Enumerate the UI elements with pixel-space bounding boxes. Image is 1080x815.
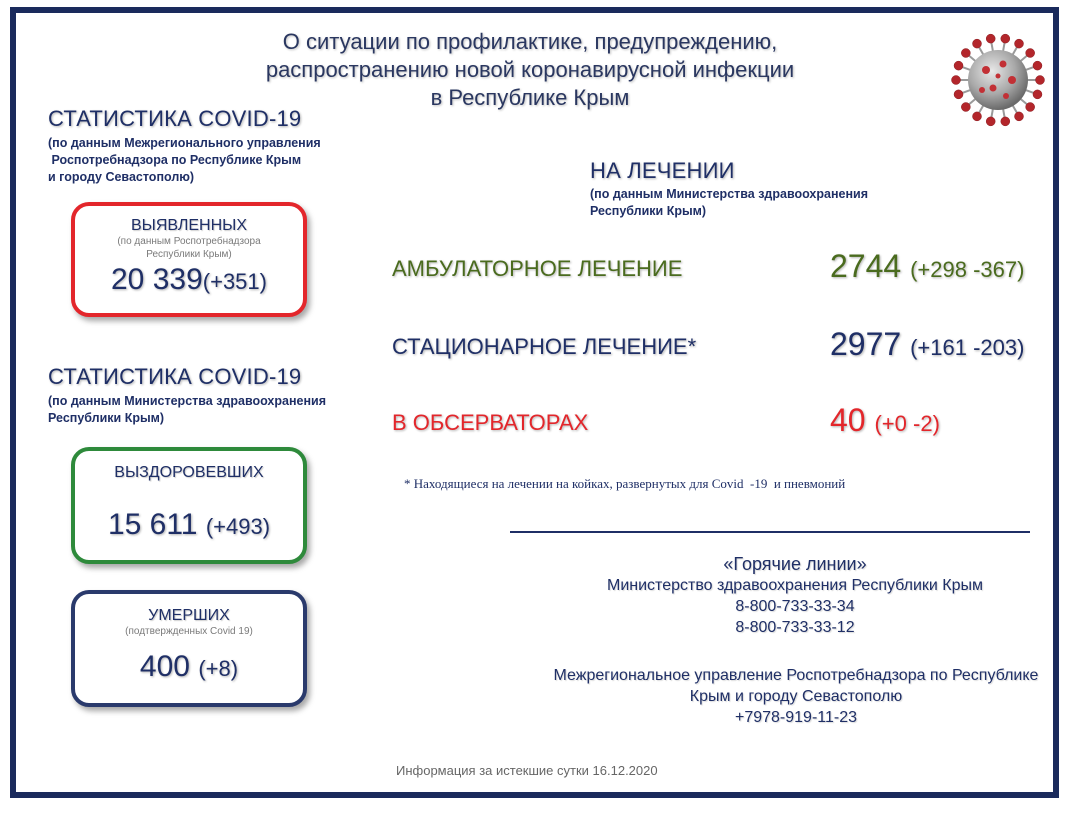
- treatment-row-delta: (+161 -203): [910, 335, 1025, 360]
- title-line-3: в Республике Крым: [430, 85, 630, 110]
- detected-value: 20 339: [111, 263, 203, 296]
- coronavirus-icon: [948, 30, 1048, 130]
- stats1-sub-2: Роспотребнадзора по Республике Крым: [48, 153, 302, 167]
- hotlines-rospotreb: [540, 665, 1052, 728]
- rospotreb-name-2: Крым и городу Севастополю: [689, 688, 903, 705]
- deaths-note: (подтвержденных Covid 19): [125, 626, 253, 637]
- stats2-sub-2: Республики Крым): [48, 411, 165, 425]
- treatment-row-label: АМБУЛАТОРНОЕ ЛЕЧЕНИЕ: [392, 256, 683, 281]
- ministry-phone-2: 8-800-733-33-12: [735, 619, 855, 636]
- recovered-box: [71, 447, 307, 564]
- detected-box: [71, 202, 307, 317]
- detected-note-1: (по данным Роспотребнадзора: [117, 236, 261, 247]
- deaths-box: [71, 590, 307, 707]
- ministry-phone-1: 8-800-733-33-34: [735, 598, 855, 615]
- treatment-row-label: СТАЦИОНАРНОЕ ЛЕЧЕНИЕ*: [392, 334, 697, 359]
- treatment-subtitle: [590, 186, 868, 220]
- treatment-row-delta: (+0 -2): [874, 411, 940, 436]
- stats2-subtitle: [48, 393, 326, 427]
- treatment-row-count: 2977: [830, 326, 902, 362]
- treatment-sub-2: Республики Крым): [590, 204, 707, 218]
- stats2-sub-1: (по данным Министерства здравоохранения: [48, 394, 326, 408]
- title-line-2: распространению новой коронавирусной инфекции: [265, 57, 795, 82]
- stats1-heading: СТАТИСТИКА COVID-19: [48, 106, 302, 131]
- stats2-heading: СТАТИСТИКА COVID-19: [48, 364, 302, 389]
- stats1-sub-3: и городу Севастополю): [48, 170, 195, 184]
- hotlines-ministry: [560, 554, 1030, 638]
- stats1-sub-1: (по данным Межрегионального управления: [48, 136, 321, 150]
- divider: [510, 531, 1030, 533]
- info-date: Информация за истекшие сутки 16.12.2020: [396, 763, 658, 778]
- treatment-row-count: 2744: [830, 248, 902, 284]
- deaths-title: УМЕРШИХ: [148, 607, 230, 624]
- recovered-delta: (+493): [205, 514, 271, 539]
- treatment-row-label: В ОБСЕРВАТОРАХ: [392, 410, 589, 435]
- ministry-name: Министерство здравоохранения Республики Крым: [607, 577, 983, 594]
- deaths-count: [75, 650, 303, 684]
- detected-count: [75, 263, 303, 297]
- hotlines-title: «Горячие линии»: [723, 554, 867, 574]
- stats1-subtitle: [48, 135, 321, 186]
- detected-title: ВЫЯВЛЕННЫХ: [131, 217, 247, 234]
- detected-note-2: Республики Крым): [146, 249, 232, 260]
- rospotreb-name-1: Межрегиональное управление Роспотребнадзора по Республике: [553, 667, 1039, 684]
- detected-delta: (+351): [202, 269, 267, 294]
- rospotreb-phone: +7978-919-11-23: [734, 709, 858, 726]
- treatment-row-delta: (+298 -367): [910, 257, 1025, 282]
- recovered-value: 15 611: [107, 508, 198, 541]
- treatment-heading: НА ЛЕЧЕНИИ: [590, 158, 735, 183]
- treatment-row-value: [830, 326, 1024, 363]
- recovered-count: [75, 508, 303, 542]
- treatment-row-value: [830, 248, 1024, 285]
- deaths-value: 400: [139, 650, 190, 683]
- treatment-row-count: 40: [830, 402, 866, 438]
- treatment-sub-1: (по данным Министерства здравоохранения: [590, 187, 868, 201]
- deaths-delta: (+8): [198, 656, 239, 681]
- recovered-title: ВЫЗДОРОВЕВШИХ: [114, 464, 264, 481]
- footnote: * Находящиеся на лечении на койках, развернутых для Covid -19 и пневмоний: [404, 476, 846, 491]
- treatment-row-value: [830, 402, 940, 439]
- title-line-1: О ситуации по профилактике, предупреждению,: [282, 29, 778, 54]
- detected-note: [75, 235, 303, 261]
- page-title: [200, 28, 860, 112]
